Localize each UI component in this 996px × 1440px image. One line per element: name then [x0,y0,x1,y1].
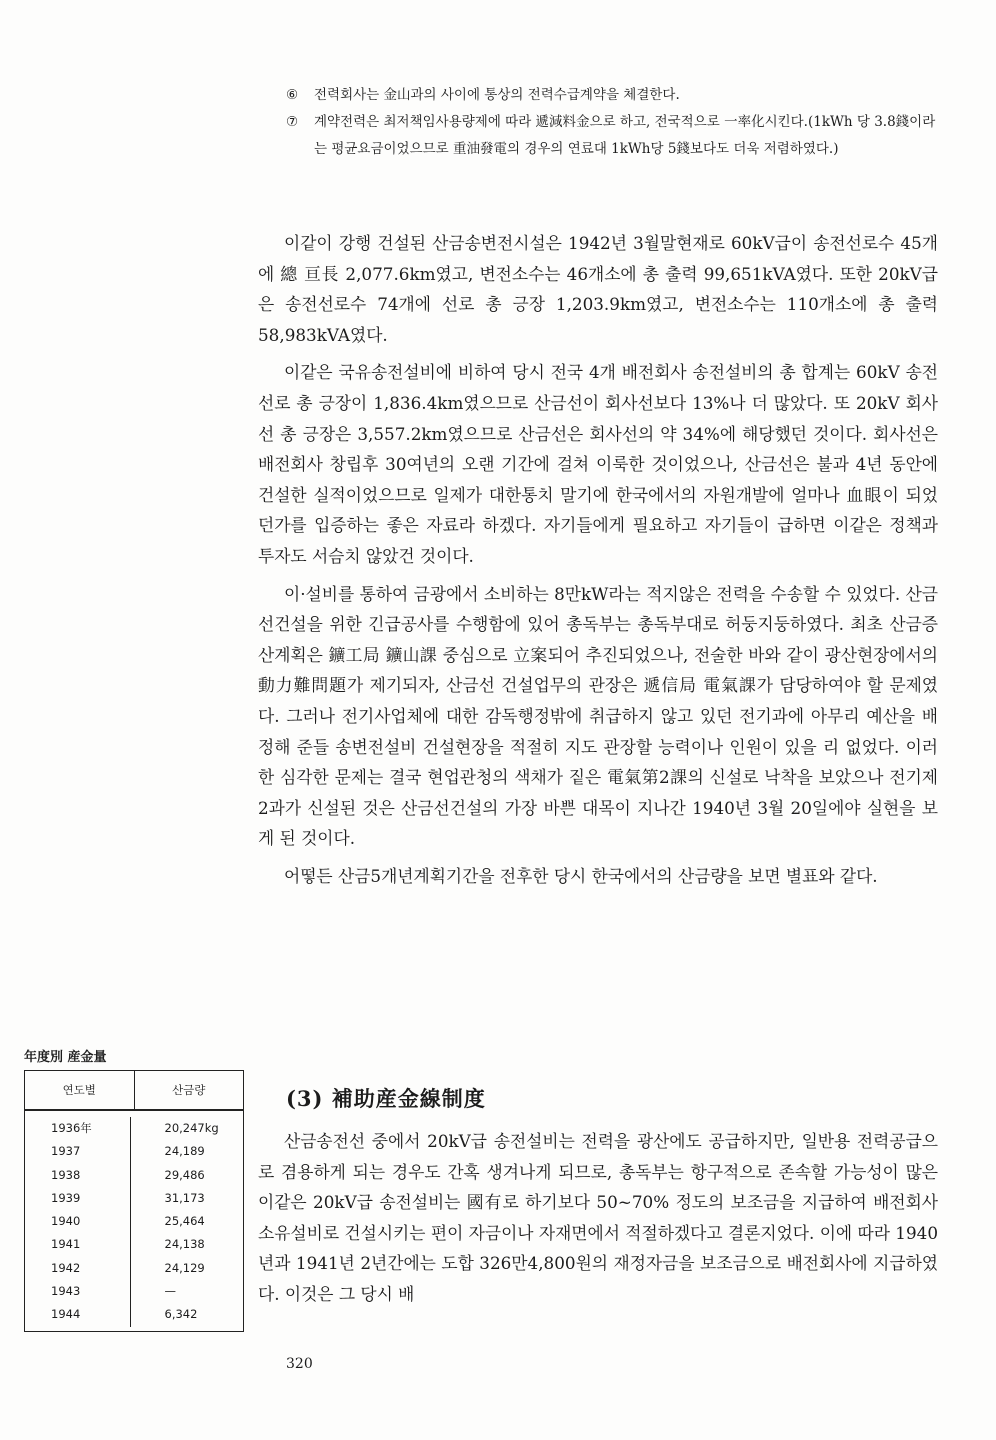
year-cell: 1941 [51,1237,81,1252]
paragraph: 산금송전선 중에서 20kV급 송전설비는 전력을 광산에도 공급하지만, 일반용 전력공급으로 겸용하게 되는 경우도 간혹 생겨나게 되므로, 총독부는 항구적으로 존속할 가능성이 많은 이같은 20kV급 송전설비는 國有로 하기보다 50~70% 정도의 보조금을 지급하여 배전회사 소유설비로 건설시키는 편이 자금이나 자재면에서 적절하겠다고 결론지었다. 이에 따라 1940년과 1941년 2년간에는 도합 326만4,800원의 재정자금을 보조금으로 배전회사에 지급하였다. 이것은 그 당시 배 [258,1131,938,1304]
paragraph: 이같이 강행 건설된 산금송변전시설은 1942년 3월말현재로 60kV급이 송전선로수 45개에 總 亘長 2,077.6km였고, 변전소수는 46개소에 총 출력 99,651kVA였다. 또한 20kV급은 송전선로수 74개에 선로 총 긍장 1,203.9km였고, 변전소수는 110개소에 총 출력 58,983kVA였다. [258,233,938,345]
body-text [258,228,938,898]
gold-production-table [24,1070,244,1332]
year-cell: 1942 [51,1260,81,1275]
year-cell: 1938 [51,1167,81,1182]
production-cell: 29,486 [164,1167,205,1182]
production-cell: 24,189 [164,1144,205,1159]
section-heading: (3) 補助産金線制度 [286,1086,486,1111]
year-cell: 1936年 [51,1121,92,1135]
year-cell: 1943 [51,1284,81,1299]
footnote-item [286,82,936,109]
production-cell: 24,138 [164,1237,205,1252]
table-title: 年度別 産金量 [24,1050,107,1065]
year-cell: 1937 [51,1144,81,1159]
production-cell: 24,129 [164,1260,205,1275]
year-cell: 1939 [51,1190,81,1205]
footnote-marker: ⑥ [286,87,299,103]
paragraph: 어떻든 산금5개년계획기간을 전후한 당시 한국에서의 산금량을 보면 별표와 같다. [284,865,878,886]
production-cell: 25,464 [164,1214,205,1229]
production-cell: 20,247kg [164,1121,219,1135]
production-cell: 6,342 [164,1307,198,1322]
production-cell: — [164,1284,176,1299]
section-body-text [258,1126,938,1310]
production-cell: 31,173 [164,1190,205,1205]
column-header-year: 연도별 [25,1071,135,1109]
footnote-item [286,109,936,163]
year-column [25,1117,131,1327]
footnote-text: 계약전력은 최저책임사용량제에 따라 遞減料金으로 하고, 전국적으로 一率化시킨다.(1kWh 당 3.8錢이라는 평균요금이었으므로 重油發電의 경우의 연료대 1kWh당 5錢보다도 더욱 저렴하였다.) [314,114,936,157]
year-cell: 1944 [51,1307,81,1322]
table-header-row [25,1071,243,1111]
page-number: 320 [286,1356,313,1372]
paragraph: 이·설비를 통하여 금광에서 소비하는 8만kW라는 적지않은 전력을 수송할 수 있었다. 산금선건설을 위한 긴급공사를 수행함에 있어 총독부는 총독부대로 허둥지둥하였다. 최초 산금증산계획은 鑛工局 鑛山課 중심으로 立案되어 추진되었으나, 전술한 바와 같이 광산현장에서의 動力難問題가 제기되자, 산금선 건설업무의 관장은 遞信局 電氣課가 담당하여야 할 문제였다. 그러나 전기사업체에 대한 감독행정밖에 취급하지 않고 있던 전기과에 아무리 예산을 배정해 준들 송변전설비 건설현장을 적절히 지도 관장할 능력이나 인원이 있을 리 없었다. 이러한 심각한 문제는 결국 현업관청의 색채가 짙은 電氣第2課의 신설로 낙착을 보았으나 전기제2과가 신설된 것은 산금선건설의 가장 바쁜 대목이 지나간 1940년 3월 20일에야 실현을 보게 된 것이다. [258,583,938,849]
footnote-marker: ⑦ [286,114,299,130]
paragraph: 이같은 국유송전설비에 비하여 당시 전국 4개 배전회사 송전설비의 총 합계는 60kV 송전선로 총 긍장이 1,836.4km였으므로 산금선이 회사선보다 13%나 더 많았다. 또 20kV 회사선 총 긍장은 3,557.2km였으므로 산금선은 회사선의 약 34%에 해당했던 것이다. 회사선은 배전회사 창립후 30여년의 오랜 기간에 걸쳐 이룩한 것이었으나, 산금선은 불과 4년 동안에 건설한 실적이었으므로 일제가 대한통치 말기에 한국에서의 자원개발에 얼마나 血眼이 되었던가를 입증하는 좋은 자료라 하겠다. 자기들에게 필요하고 자기들이 급하면 이같은 정책과 투자도 서슴치 않았건 것이다. [258,362,938,566]
production-column [131,1117,244,1327]
footnote-list [286,82,936,163]
column-header-production: 산금량 [172,1083,206,1097]
year-cell: 1940 [51,1214,81,1229]
footnote-text: 전력회사는 金山과의 사이에 통상의 전력수급계약을 체결한다. [314,87,680,103]
table-body [25,1111,243,1331]
